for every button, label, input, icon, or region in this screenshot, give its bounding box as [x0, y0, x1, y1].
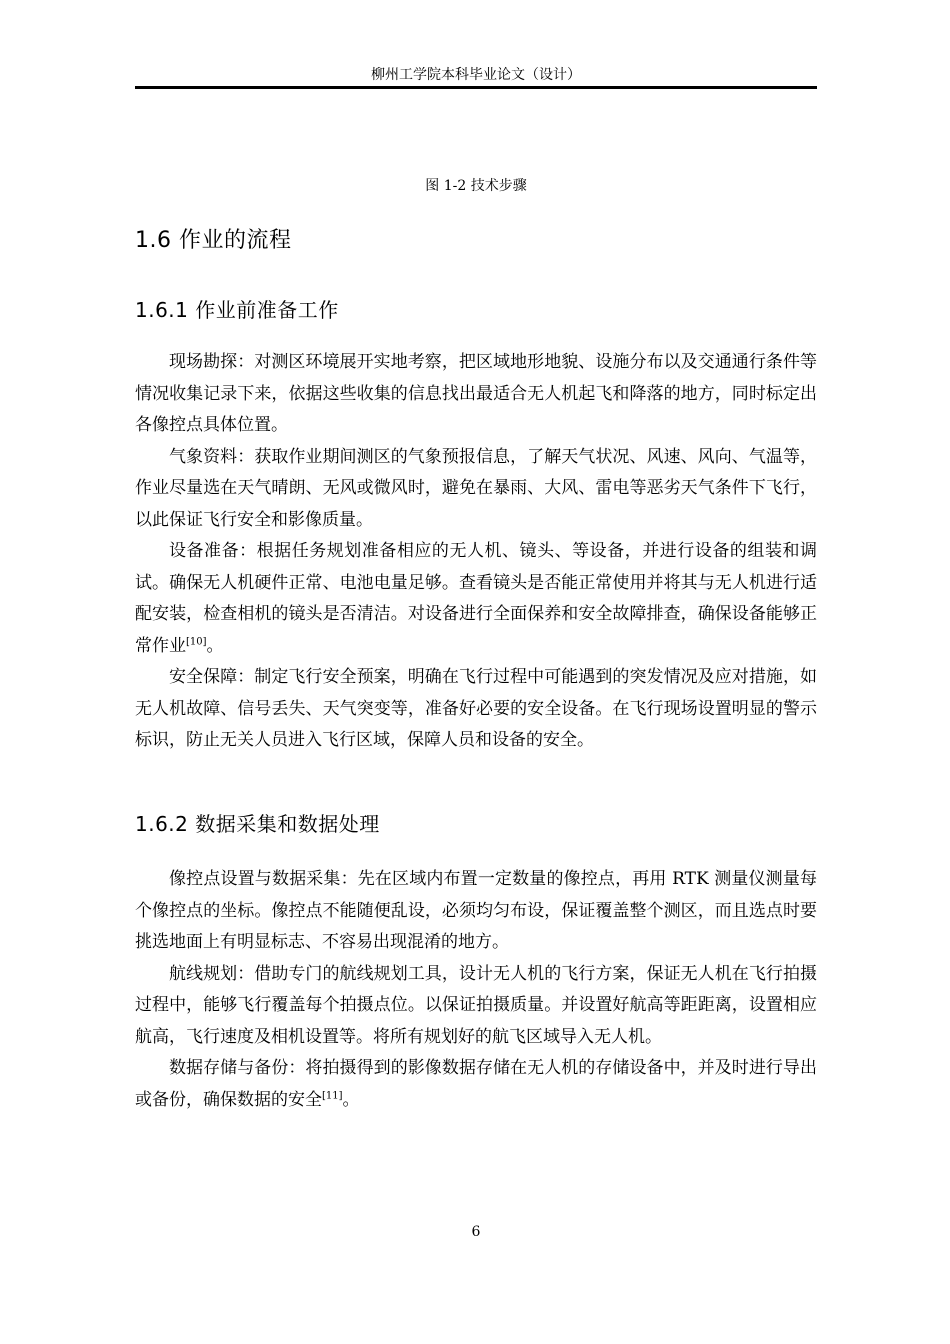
subsection-heading-preparation: 1.6.1 作业前准备工作: [135, 298, 339, 322]
subsection-heading-data: 1.6.2 数据采集和数据处理: [135, 812, 380, 836]
paragraph-tail: 。: [342, 1089, 360, 1110]
figure-caption: 图 1-2 技术步骤: [425, 178, 527, 194]
paragraph-control-points: [135, 864, 817, 959]
paragraph-site-survey: [135, 347, 817, 442]
page-number: 6: [471, 1224, 481, 1240]
citation-ref: [11]: [322, 1089, 343, 1101]
paragraph-text: 像控点设置与数据采集：先在区域内布置一定数量的像控点，再用 RTK 测量仪测量每个像控点的坐标。像控点不能随便乱设，必须均匀布设，保证覆盖整个测区，而且选点时要挑选地面上有明显标志、不容易出现混淆的地方。: [135, 869, 817, 952]
header-rule: [135, 86, 817, 89]
paragraph-text: 安全保障：制定飞行安全预案，明确在飞行过程中可能遇到的突发情况及应对措施，如无人机故障、信号丢失、天气突变等，准备好必要的安全设备。在飞行现场设置明显的警示标识，防止无关人员进入飞行区域，保障人员和设备的安全。: [135, 667, 817, 750]
paragraph-text: 气象资料：获取作业期间测区的气象预报信息，了解天气状况、风速、风向、气温等，作业尽量选在天气晴朗、无风或微风时，避免在暴雨、大风、雷电等恶劣天气条件下飞行，以此保证飞行安全和影像质量。: [135, 446, 817, 530]
paragraph-route-planning: [135, 959, 817, 1054]
citation-ref: [10]: [186, 635, 207, 647]
section-heading: 1.6 作业的流程: [135, 228, 292, 253]
data-body: [135, 864, 817, 1116]
paragraph-storage-backup: [135, 1053, 817, 1116]
paragraph-text: 设备准备：根据任务规划准备相应的无人机、镜头、等设备，并进行设备的组装和调试。确保无人机硬件正常、电池电量足够。查看镜头是否能正常使用并将其与无人机进行适配安装，检查相机的镜头是否清洁。对设备进行全面保养和安全故障排查，确保设备能够正常作业: [135, 541, 817, 656]
paragraph-equipment: [135, 536, 817, 662]
paragraph-weather: [135, 442, 817, 537]
paragraph-text: 航线规划：借助专门的航线规划工具，设计无人机的飞行方案，保证无人机在飞行拍摄过程中，能够飞行覆盖每个拍摄点位。以保证拍摄质量。并设置好航高等距距离，设置相应航高，飞行速度及相机设置等。将所有规划好的航飞区域导入无人机。: [135, 963, 817, 1047]
paragraph-text: 数据存储与备份：将拍摄得到的影像数据存储在无人机的存储设备中，并及时进行导出或备份，确保数据的安全: [135, 1058, 817, 1110]
preparation-body: [135, 347, 817, 757]
running-header: 柳州工学院本科毕业论文（设计）: [371, 67, 581, 83]
paragraph-text: 现场勘探：对测区环境展开实地考察，把区域地形地貌、设施分布以及交通通行条件等情况收集记录下来，依据这些收集的信息找出最适合无人机起飞和降落的地方，同时标定出各像控点具体位置。: [135, 352, 817, 435]
paragraph-tail: 。: [206, 635, 224, 656]
paragraph-safety: [135, 662, 817, 757]
